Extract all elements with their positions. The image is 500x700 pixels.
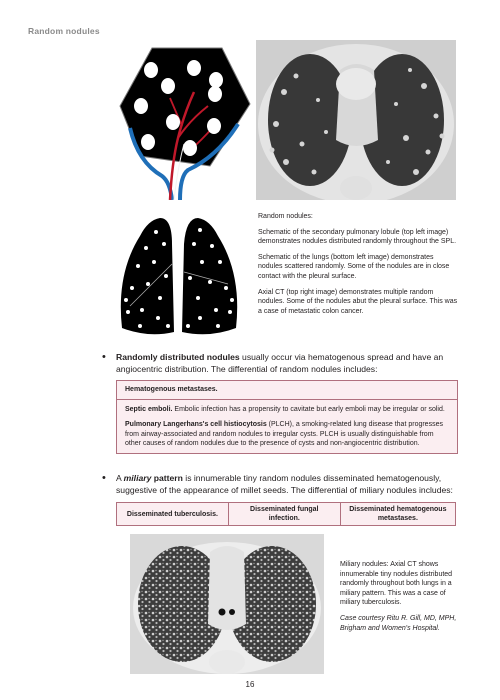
table-row [117,503,456,526]
bullet-term-rest: pattern [151,473,183,483]
caption-title: Random nodules: [258,213,313,220]
bullet-miliary-text [116,473,460,496]
caption-paragraph-2: Schematic of the lungs (bottom left image) demonstrates nodules scattered randomly. Some of the nodules are in close contact with the pleural surface. [258,253,450,280]
bullet-body: usually occur via hematogenous spread and have an angiocentric distribution. The differential of random nodules includes: [116,352,444,374]
box-item-septic-emboli [117,400,457,417]
box-item-text: Embolic infection has a propensity to cavitate but early emboli may be irregular or solid. [172,405,445,413]
caption-paragraph-3: Axial CT (top right image) demonstrates multiple random nodules. Some of the nodules abut the pleural surface. This was a case of metastatic colon cancer. [258,288,458,315]
section-title: Random nodules [28,26,100,36]
lungs-schematic [118,214,240,338]
box-item-term: Septic emboli. [125,405,173,413]
bullet-term-italic: miliary [123,473,152,483]
miliary-differential-table [116,502,456,526]
case-credit: Case courtesy Ritu R. Gill, MD, MPH, Brigham and Women's Hospital. [340,614,457,632]
box-header: Hematogenous metastases. [117,381,457,400]
box-item-term: Pulmonary Langerhans's cell histiocytosis [125,421,267,428]
lobule-schematic [118,44,252,200]
table-cell: Disseminated hematogenous metastases. [340,503,455,526]
random-nodule-differential-box [116,380,458,454]
table-cell: Disseminated tuberculosis. [117,503,229,526]
page-number: 16 [245,680,255,689]
random-nodules-caption [258,212,458,322]
bullet-random-nodules-text [116,352,460,375]
table-cell: Disseminated fungal infection. [228,503,340,526]
ct-miliary-image [130,534,324,674]
bullet-term: Randomly distributed nodules [116,352,240,362]
caption-paragraph-1: Schematic of the secondary pulmonary lobule (top left image) demonstrates nodules distributed randomly throughout the SPL. [258,228,457,246]
bullet-random-nodules [102,352,460,375]
bullet-dot: • [102,472,106,484]
bullet-miliary-pattern [102,473,460,496]
miliary-caption [340,560,458,639]
ct-random-nodules-image [256,40,456,200]
box-item-text: (PLCH), a smoking-related lung disease that progresses from airway-associated and random nodules to irregular cysts. PLCH is usually distinguishable from other causes of random nodules due to the presence of cysts and non-angiocentric distribution. [125,421,443,447]
bullet-body: is innumerable tiny random nodules disseminated hematogenously, suggestive of the appearance of millet seeds. The differential of miliary nodules includes: [116,473,453,495]
bullet-dot: • [102,351,106,363]
miliary-caption-text: Miliary nodules: Axial CT shows innumerable tiny nodules distributed randomly throughout both lungs in a miliary pattern. This was a case of miliary tuberculosis. [340,561,453,607]
bullet-prefix: A [116,473,124,483]
box-item-plch [117,416,457,453]
